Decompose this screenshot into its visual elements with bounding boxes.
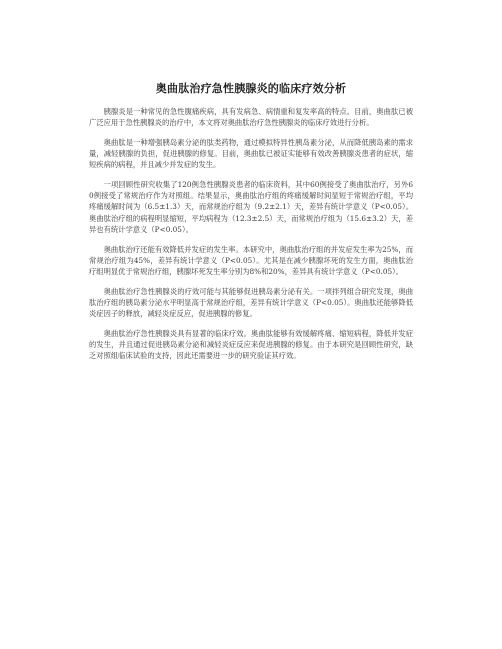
paragraph-conclusion: 奥曲肽治疗急性胰腺炎具有显著的临床疗效。奥曲肽能够有效缓解疼痛、缩短病程，降低并发症的发生，并且通过促进胰岛素分泌和减轻炎症反应来促进胰腺的修复。由于本研究是回顾性研究，缺乏对照组临床试验的支持，因此还需要进一步的研究验证其疗效。: [89, 328, 413, 361]
paragraph-complications: 奥曲肽治疗还能有效降低并发症的发生率。本研究中，奥曲肽治疗组的并发症发生率为25%，而常规治疗组为45%，差异有统计学意义（P<0.05）。尤其是在减少胰腺坏死的发生方面，奥曲肽治疗组明显优于常规治疗组，胰腺坏死发生率分别为8%和20%，差异具有统计学意义（P<0.05）。: [89, 244, 413, 276]
paragraph-study-results: 一项回顾性研究收集了120例急性胰腺炎患者的临床资料，其中60例接受了奥曲肽治疗，另外60例接受了常规治疗作为对照组。结果显示，奥曲肽治疗组的疼痛缓解时间显短于常规治疗组，平均疼痛缓解时间为（6.5±1.3）天，而常规治疗组为（9.2±2.1）天，差异有统计学意义（P<0.05）。奥曲肽治疗组的病程明显缩短，平均病程为（12.3±2.5）天，而常规治疗组为（15.6±3.2）天，差异也有统计学意义（P<0.05）。: [89, 180, 413, 234]
paragraph-mechanism: 奥曲肽是一种增强胰岛素分泌的肽类药物，通过模拟特异性胰岛素分泌，从而降低胰岛素的需求量，减轻胰腺的负担，促进胰腺的修复。目前，奥曲肽已被证实能够有效改善胰腺炎患者的症状，缩短疾病的病程，并且减少并发症的发生。: [89, 137, 413, 170]
document-body: [89, 106, 413, 370]
paragraph-insulin-effect: 奥曲肽治疗急性胰腺炎的疗效可能与其能够促进胰岛素分泌有关。一项拌列组合研究发现，奥曲肽治疗组的胰岛素分泌水平明显高于常规治疗组，差异有统计学意义（P<0.05）。奥曲肽还能够降低炎症因子的释放，减轻炎症反应，促进胰腺的修复。: [89, 286, 413, 319]
document-title: 奥曲肽治疗急性胰腺炎的临床疗效分析: [155, 82, 347, 95]
paragraph-intro: 胰腺炎是一种常见的急性腹痛疾病，具有发病急、病情重和复发率高的特点。目前，奥曲肽已被广泛应用于急性胰腺炎的治疗中，本文将对奥曲肽治疗急性胰腺炎的临床疗效进行分析。: [89, 107, 413, 128]
